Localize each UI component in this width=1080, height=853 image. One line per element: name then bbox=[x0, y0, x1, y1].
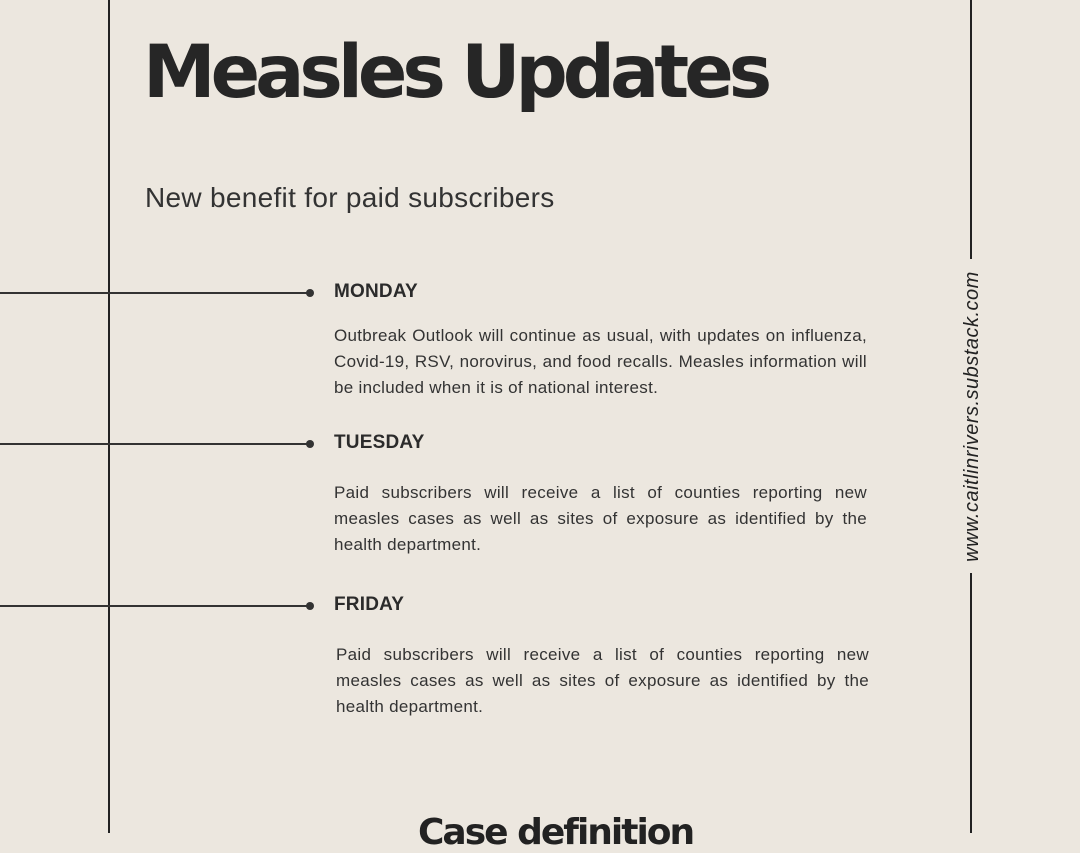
day-label-tuesday: TUESDAY bbox=[334, 432, 425, 453]
bullet-dot-icon bbox=[306, 440, 314, 448]
left-border-line bbox=[108, 0, 110, 833]
page-subtitle: New benefit for paid subscribers bbox=[145, 182, 555, 213]
bullet-dot-icon bbox=[306, 289, 314, 297]
day-description-monday: Outbreak Outlook will continue as usual, with updates on influenza, Covid-19, RSV, norovirus, and food recalls. Measles information will be included when it is of national interest. bbox=[334, 326, 867, 397]
section-heading-partial: Case definition bbox=[418, 812, 694, 853]
timeline-line bbox=[0, 443, 310, 445]
bullet-dot-icon bbox=[306, 602, 314, 610]
timeline-line bbox=[0, 605, 310, 607]
day-label-monday: MONDAY bbox=[334, 281, 418, 302]
schedule-item-monday bbox=[0, 281, 880, 305]
timeline-line bbox=[0, 292, 310, 294]
side-url-container bbox=[961, 259, 983, 573]
day-description-friday: Paid subscribers will receive a list of counties reporting new measles cases as well as sites of exposure as identified by the health department. bbox=[336, 645, 869, 716]
side-url-text: www.caitlinrivers.substack.com bbox=[960, 270, 983, 562]
schedule-item-friday bbox=[0, 594, 880, 618]
schedule-item-tuesday bbox=[0, 432, 880, 456]
day-description-tuesday: Paid subscribers will receive a list of counties reporting new measles cases as well as sites of exposure as identified by the health department. bbox=[334, 483, 867, 554]
day-label-friday: FRIDAY bbox=[334, 594, 405, 615]
page-title: Measles Updates bbox=[143, 30, 768, 115]
